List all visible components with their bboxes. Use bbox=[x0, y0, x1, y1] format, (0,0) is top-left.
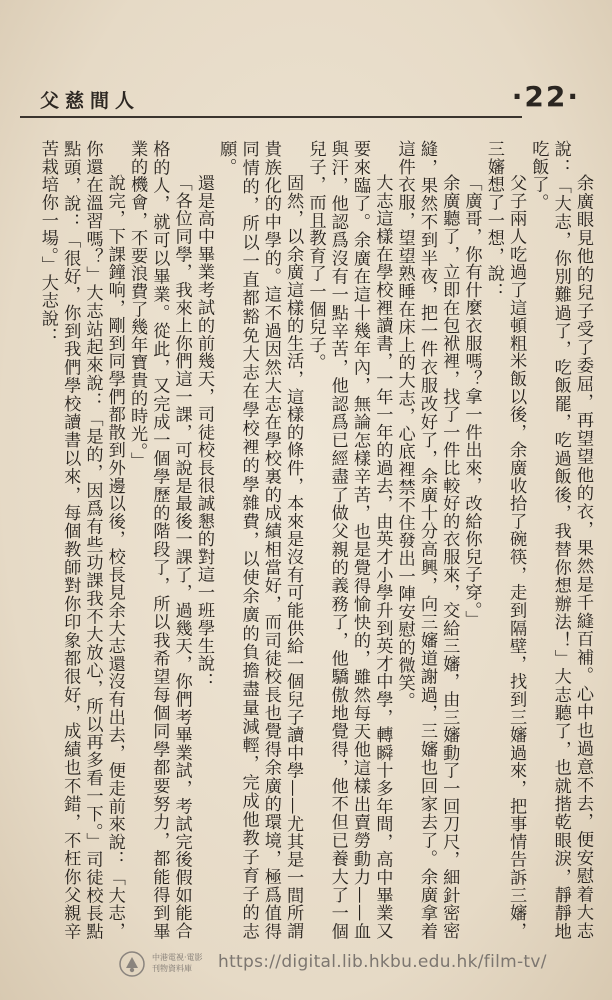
paragraph: 說完，下課鐘响，剛到同學們都散到外邊以後，校長見余大志還沒有出去，便走前來說：「大志，你還在溫習嗎？」大志站起來說：「是的，因爲有些功課我不大放心，所以再多看一下。」司徒校長點點頭，說：「很好，你到我們學校讀書以來，每個教師對你印象都很好，成績也不錯，不枉你父親辛苦栽培你一場。」大志說： bbox=[37, 140, 125, 940]
paragraph: 余廣聽了，立即在包袱裡，找了一件比較好的衣服來，交給三嬸，由三嬸動了一回刀尺，細針密密縫，果然不到半夜，把一件衣服改好了，余廣十分高興，向三嬸道謝過，三嬸也回家去了。余廣拿着這件衣服，望望熟睡在床上的大志，心底裡禁不住發出一陣安慰的微笑。 bbox=[394, 140, 460, 940]
paragraph: 「廣哥，你有什麼衣服嗎？拿一件出來，改給你兒子穿。」 bbox=[461, 174, 482, 629]
archive-name-line: 刊物資料庫 bbox=[152, 964, 192, 973]
paragraph: 余廣眼見他的兒子受了委屈，再望望他的衣，果然是千縫百補。心中也過意不去，便安慰着大志說：「大志，你別難過了，吃飯罷，吃過飯後，我替你想辦法！」大志聽了，也就揩乾眼淚，靜靜地吃飯了。 bbox=[528, 140, 593, 940]
paragraph: 還是高中畢業考試的前幾天，司徒校長很誠懇的對這一班學生說： bbox=[193, 174, 214, 691]
watermark-footer bbox=[118, 948, 598, 982]
archive-name-line: 中港電視·電影 bbox=[152, 953, 203, 962]
archive-logo-icon bbox=[118, 950, 146, 978]
header-rule bbox=[20, 116, 522, 118]
page-number: ·22· bbox=[511, 80, 580, 113]
page-header bbox=[18, 58, 584, 120]
archive-name bbox=[152, 952, 203, 974]
vertical-body-text bbox=[22, 140, 594, 940]
paragraph: 「各位同學，我來上你們這一課，可說是最後一課了，過幾天，你們考畢業試，考試完後假如能合格的人，就可以畢業。從此，又完成一個學歷的階段了，所以我希望每個同學都要努力，都能得到畢業的機會，不要浪費了幾年寶貴的時光。」 bbox=[127, 140, 192, 940]
paragraph: 固然，以余廣這樣的生活，這樣的條件，本來是沒有可能供給一個兒子讀中學——尤其是一間所謂貴族化的中學的。這不過因然大志在學校裏的成績相當好，而司徒校長也覺得余廣的環境，極爲值得同情的，所以一直都豁免大志在學校裡的學雜費，以使余廣的負擔盡量減輕，完成他教子育子的志願。 bbox=[216, 140, 304, 940]
paragraph: 父子兩人吃過了這頓粗米飯以後，余廣收拾了碗筷，走到隔壁，找到三嬸過來，把事情告訴三嬸，三嬸想了一想，說： bbox=[483, 140, 527, 940]
paragraph: 大志這樣在學校裡讀書，一年一年的過去，由英才小學升到英才中學，轉瞬十多年間，高中畢業又要來臨了。余廣在這十幾年內，無論怎樣辛苦，也是覺得愉快的，雖然每天他這樣出賣勞動力——血與汗，他認爲沒有一點辛苦，他認爲已經盡了做父親的義務了，他驕傲地覺得，他不但已養大了一個兒子，而且教育了一個兒子。 bbox=[305, 140, 393, 940]
running-title: 父慈間人 bbox=[40, 90, 141, 112]
archive-url[interactable]: https://digital.lib.hkbu.edu.hk/film-tv/ bbox=[218, 952, 547, 972]
